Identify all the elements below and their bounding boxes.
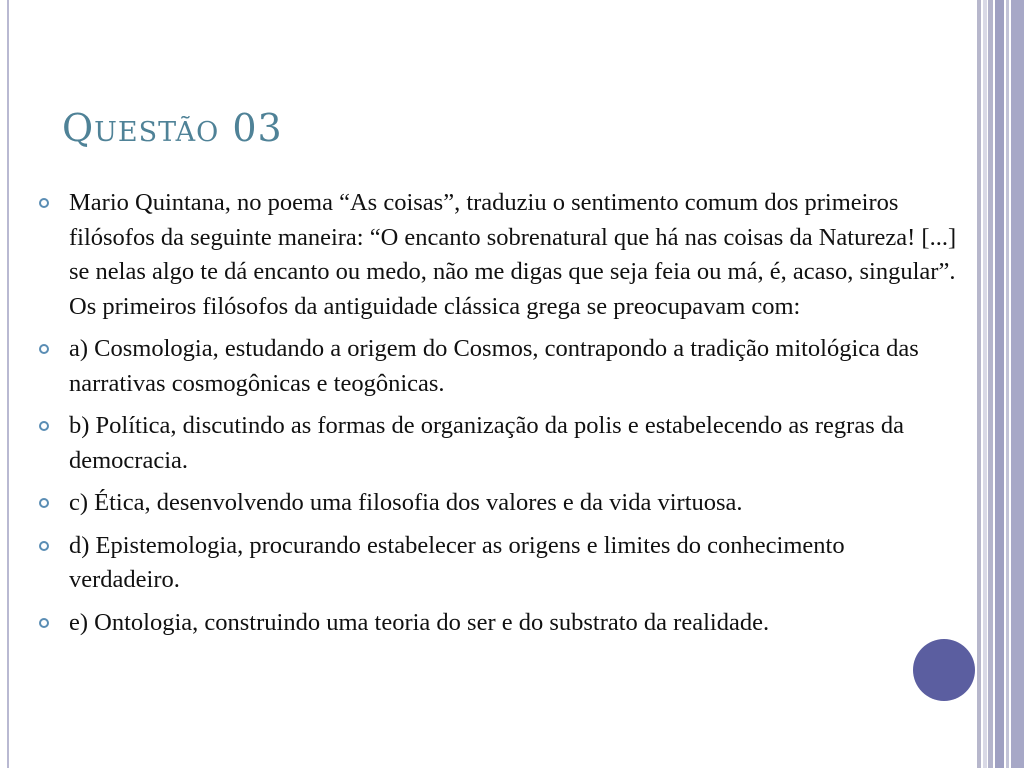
bullet-circle-icon [39,618,49,628]
bullet-item-option-e [38,606,958,641]
bullet-item-option-d [38,529,958,598]
bullet-text: Mario Quintana, no poema “As coisas”, traduziu o sentimento comum dos primeiros filósofos da seguinte maneira: “O encanto sobrenatural que há nas coisas da Natureza! [...] se nelas algo te dá encanto ou medo, não me digas que seja feia ou má, é, acaso, singular”. Os primeiros filósofos da antiguidade clássica grega se preocupavam com: [69,189,957,320]
bullet-circle-icon [39,541,49,551]
right-decor-band [995,0,1004,768]
right-decor-band [983,0,987,768]
bullet-text: d) Epistemologia, procurando estabelecer as origens e limites do conhecimento verdadeiro. [69,531,845,593]
slide-title: Questão 03 [62,106,283,150]
bullet-circle-icon [39,198,49,208]
bullet-item-option-b [38,409,958,478]
bullet-item-option-a [38,332,958,401]
bullet-circle-icon [39,344,49,354]
bullet-text: c) Ética, desenvolvendo uma filosofia dos valores e da vida virtuosa. [69,489,743,516]
left-border-line [7,0,9,768]
right-decor-band [977,0,981,768]
decorative-circle [913,639,975,701]
bullet-circle-icon [39,421,49,431]
bullet-text: b) Política, discutindo as formas de organização da polis e estabelecendo as regras da democracia. [69,412,904,474]
bullet-circle-icon [39,498,49,508]
bullet-item-option-c [38,486,958,521]
right-decor-band [988,0,993,768]
right-decor-band [1006,0,1009,768]
bullet-item-intro [38,186,958,324]
bullet-text: e) Ontologia, construindo uma teoria do ser e do substrato da realidade. [69,608,770,636]
bullet-list [38,186,958,648]
right-decor-band [1011,0,1024,768]
bullet-text: a) Cosmologia, estudando a origem do Cosmos, contrapondo a tradição mitológica das narrativas cosmogônicas e teogônicas. [69,335,919,397]
